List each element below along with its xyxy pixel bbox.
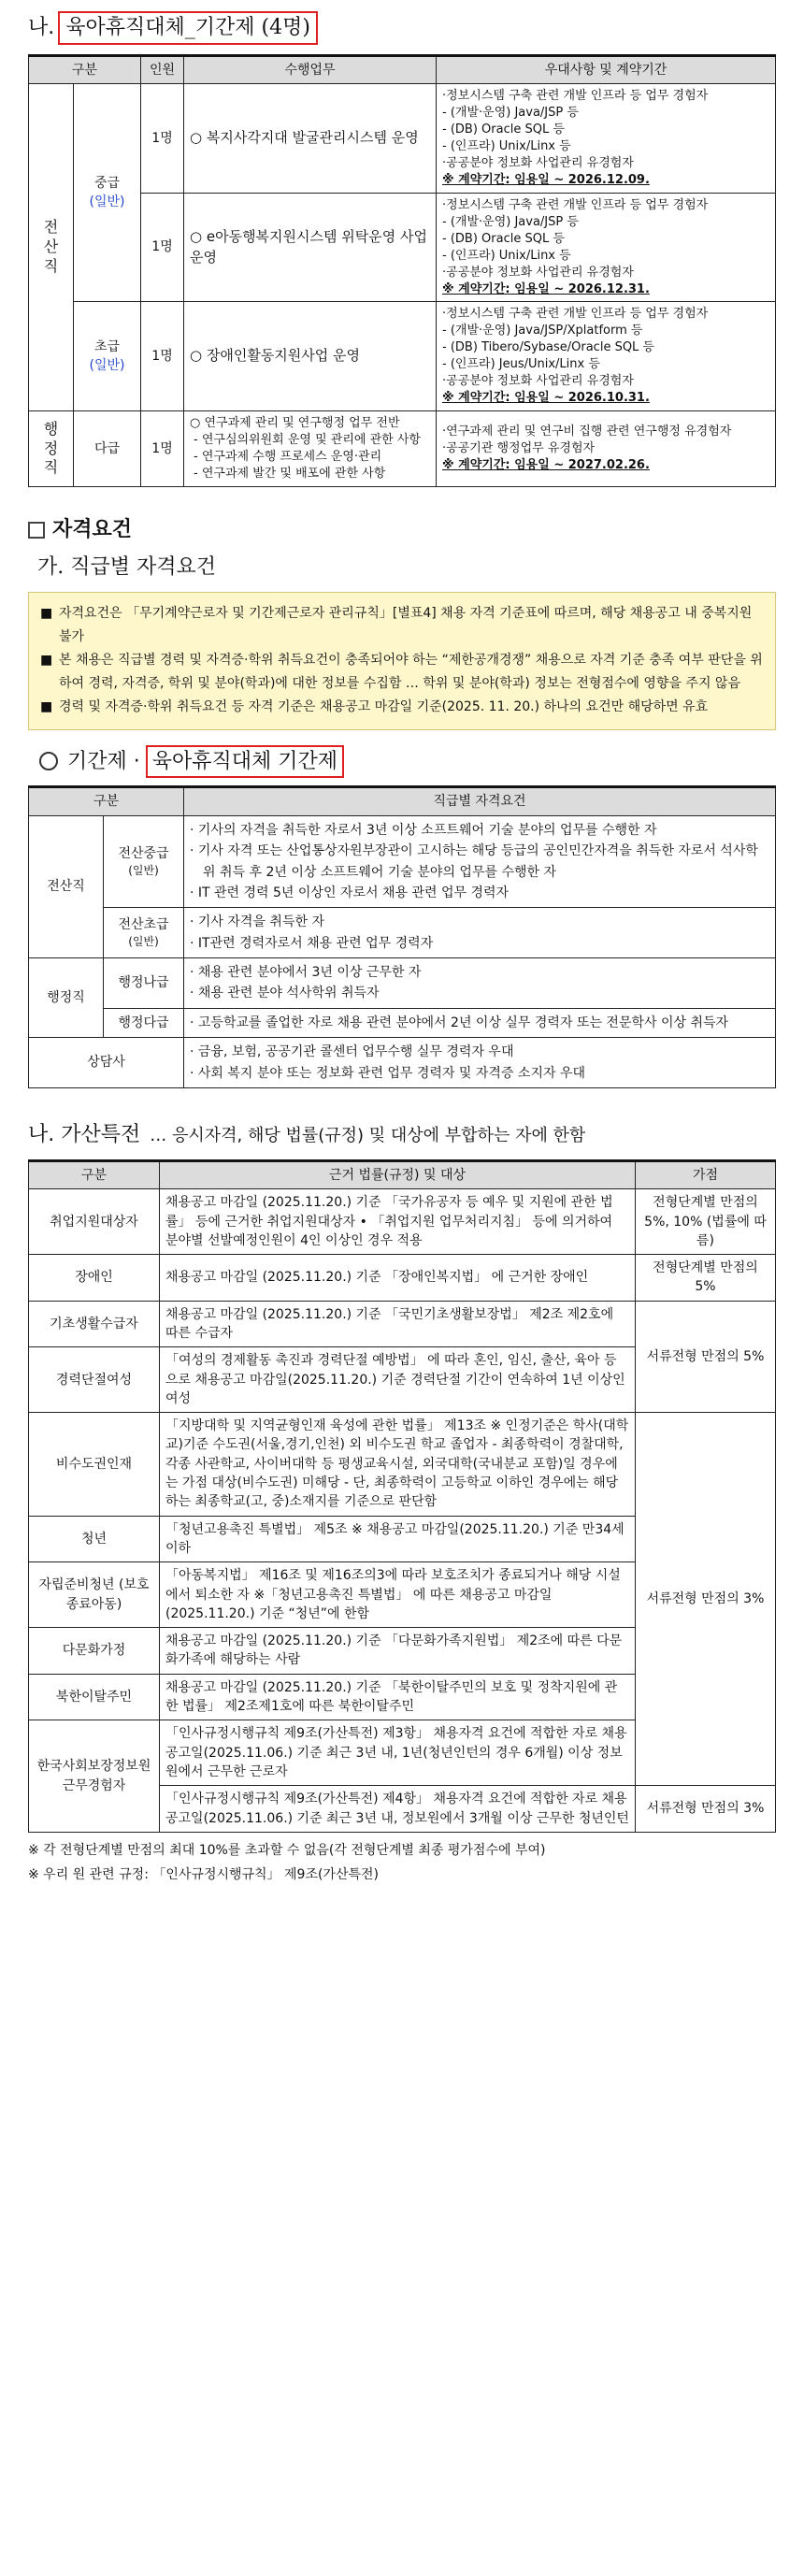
contract-period: ※ 계약기간: 임용일 ~ 2026.12.31. [442,281,650,296]
grade-junior: 초급 (일반) [74,302,141,411]
group-label: 전산직 [29,815,104,957]
table-row [29,1038,776,1088]
table-header-row [29,1160,776,1188]
grade-admin: 다급 [74,411,141,487]
circle-heading: 기간제 · 육아휴직대체 기간제 [39,745,776,779]
requirements: · 기사 자격을 취득한 자 · IT관련 경력자로서 채용 관련 업무 경력자 [184,908,776,958]
headcount: 1명 [141,193,184,302]
table-row: 기초생활수급자 채용공고 마감일 (2025.11.20.) 기준 「국민기초생활보장법」 제2조 제2호에 따른 수급자 서류전형 만점의 5% [29,1301,776,1347]
qualification-table [28,785,776,1088]
duty: ○ 장애인활동지원사업 운영 [184,302,437,411]
table-header-row [29,787,776,815]
table-row: 한국사회보장정보원 근무경험자 「인사규정시행규칙 제9조(가산특전) 제3항」 채용자격 요건에 적합한 자로 채용 공고일(2025.11.06.) 기준 최근 3년 내, 1년(청년인턴의 경우 6개월) 이상 정보원에서 근무한 근로자 [29,1720,776,1786]
duty: ○ e아동행복지원시스템 위탁운영 사업 운영 [184,193,437,302]
table-row: 비수도권인재 「지방대학 및 지역균형인재 육성에 관한 법률」 제13조 ※ 인정기준은 학사(대학교)기준 수도권(서울,경기,인천) 외 비수도권 학교 졸업자 - 최종학력이 경찰대학, 각종 사관학교, 사이버대학 등 평생교육시설, 외국대학(국내분교 포함)일 경우에는 가점 대상(비수도권) 미해당 - 단, 최종학력이 고등학교 이하인 경우에는 해당하는 최종학교(고, 중)소재지를 기준으로 판단함 서류전형 만점의 3% [29,1413,776,1516]
table-row: 「인사규정시행규칙 제9조(가산특전) 제4항」 채용자격 요건에 적합한 자로 채용 공고일(2025.11.06.) 기준 최근 3년 내, 정보원에서 3개월 이상 근무한 청년인턴 서류전형 만점의 3% [29,1786,776,1833]
table-row: 경력단절여성 「여성의 경제활동 촉진과 경력단절 예방법」 에 따라 혼인, 임신, 출산, 육아 등으로 채용공고 마감일(2025.11.20.) 기준 경력단절 기간이 연속하여 1년 이상인 여성 [29,1347,776,1413]
table-row [29,84,776,194]
headcount: 1명 [141,302,184,411]
contract-period: ※ 계약기간: 임용일 ~ 2026.10.31. [442,391,650,406]
table-row [29,302,776,411]
preference: ·연구과제 관리 및 연구비 집행 관련 연구행정 유경험자 ·공공기관 행정업무 유경험자 ※ 계약기간: 임용일 ~ 2027.02.26. [437,411,776,487]
headcount: 1명 [141,84,184,194]
table-row: 북한이탈주민 채용공고 마감일 (2025.11.20.) 기준 「북한이탈주민의 보호 및 정착지원에 관한 법률」 제2조제1호에 따른 북한이탈주민 [29,1674,776,1720]
square-bullet-icon: ■ [40,605,53,621]
grade-label: 행정나급 [104,958,184,1009]
col-header: 구분 [29,1160,160,1188]
notice-box [28,592,776,730]
col-header: 우대사항 및 계약기간 [437,55,776,83]
duty: ○ 연구과제 관리 및 연구행정 업무 전반 - 연구심의위원회 운영 및 관리에 관한 사항 - 연구과제 수행 프로세스 운영·관리 - 연구과제 발간 및 배포에 관한 사항 [184,411,437,487]
grade-label: 행정다급 [104,1008,184,1037]
table-row: 취업지원대상자 채용공고 마감일 (2025.11.20.) 기준 「국가유공자 등 예우 및 지원에 관한 법률」 등에 근거한 취업지원대상자 • 「취업지원 업무처리지침」 등에 의거하여 분야별 선발예정인원이 4인 이상인 경우 적용 전형단계별 만점의 5%, 10% (법률에 따름) [29,1189,776,1255]
table-row: 청년 「청년고용촉진 특별법」 제5조 ※ 채용공고 마감일(2025.11.20.) 기준 만34세 이하 [29,1516,776,1562]
requirements: · 기사의 자격을 취득한 자로서 3년 이상 소프트웨어 기술 분야의 업무를 수행한 자 · 기사 자격 또는 산업통상자원부장관이 고시하는 해당 등급의 공인민간자격을 취득한 자로서 석사학위 취득 후 2년 이상 소프트웨어 기술 분야의 업무를 수행한 자 · IT 관련 경력 5년 이상인 자로서 채용 관련 업무 경력자 [184,815,776,908]
table-header-row [29,55,776,83]
section-title: 육아휴직대체_기간제 (4명) [58,11,318,45]
table-row [29,958,776,1009]
table-row [29,815,776,908]
table-row [29,908,776,958]
duty: ○ 복지사각지대 발굴관리시스템 운영 [184,84,437,194]
col-header: 직급별 자격요건 [184,787,776,815]
headcount: 1명 [141,411,184,487]
preference: ·정보시스템 구축 관련 개발 인프라 등 업무 경험자 - (개발·운영) Java/JSP 등 - (DB) Oracle SQL 등 - (인프라) Unix/Linx 등 ·공공분야 정보화 사업관리 유경험자 ※ 계약기간: 임용일 ~ 2026.12.09. [437,84,776,194]
col-header: 근거 법률(규정) 및 대상 [160,1160,636,1188]
square-bullet-icon: ■ [40,652,53,668]
col-header: 구분 [29,55,141,83]
footnotes: ※ 각 전형단계별 만점의 최대 10%를 초과할 수 없음(각 전형단계별 최종 평가점수에 부여) ※ 우리 원 관련 규정: 「인사규정시행규칙」 제9조(가산특전) [28,1842,546,1883]
table-row [29,411,776,487]
group-label: 상담사 [29,1038,184,1088]
bonus-table [28,1159,776,1833]
subheading: 가. 직급별 자격요건 [37,554,216,579]
contract-period: ※ 계약기간: 임용일 ~ 2027.02.26. [442,457,650,472]
col-header: 구분 [29,787,184,815]
table-row: 다문화가정 채용공고 마감일 (2025.11.20.) 기준 「다문화가족지원법」 제2조에 따른 다문화가족에 해당하는 사람 [29,1628,776,1675]
contract-period: ※ 계약기간: 임용일 ~ 2026.12.09. [442,172,650,187]
table-row [29,193,776,302]
square-bullet-icon [28,522,45,539]
col-header: 인원 [141,55,184,83]
notice-item: ■ 자격요건은 「무기계약근로자 및 기간제근로자 관리규칙」[별표4] 채용 자격 기준표에 따르며, 해당 채용공고 내 중복지원 불가 [40,602,764,649]
notice-item: ■ 본 채용은 직급별 경력 및 자격증·학위 취득요건이 충족되어야 하는 “제한공개경쟁” 채용으로 자격 기준 충족 여부 판단을 위하여 경력, 자격증, 학위 및 분야(학과)에 대한 정보를 수집함 … 학위 및 분야(학과) 정보는 전형점수에 영향을 주지 않음 [40,649,764,696]
table-row [29,1008,776,1037]
square-bullet-icon: ■ [40,699,53,715]
group-label: 행정직 [29,958,104,1038]
group-label-it: 전 산 직 [29,84,74,411]
section-heading [28,11,776,45]
section-prefix: 나. [28,16,55,39]
bonus-heading: 나. 가산특전 … 응시자격, 해당 법률(규정) 및 대상에 부합하는 자에 한함 [28,1123,586,1147]
preference: ·정보시스템 구축 관련 개발 인프라 등 업무 경험자 - (개발·운영) Java/JSP/Xplatform 등 - (DB) Tibero/Sybase/Oracle SQL 등 - (인프라) Jeus/Unix/Linx 등 ·공공분야 정보화 사업관리 유경험자 ※ 계약기간: 임용일 ~ 2026.10.31. [437,302,776,411]
grade-label: 전산중급 (일반) [104,815,184,908]
requirements: · 고등학교를 졸업한 자로 채용 관련 분야에서 2년 이상 실무 경력자 또는 전문학사 이상 취득자 [184,1008,776,1037]
group-label-admin: 행 정 직 [29,411,74,487]
requirements: · 채용 관련 분야에서 3년 이상 근무한 자 · 채용 관련 분야 석사학위 취득자 [184,958,776,1009]
col-header: 수행업무 [184,55,437,83]
notice-item: ■ 경력 및 자격증·학위 취득요건 등 자격 기준은 채용공고 마감일 기준(2025. 11. 20.) 하나의 요건만 해당하면 유효 [40,696,764,719]
col-header: 가점 [636,1160,776,1188]
requirements: · 금융, 보험, 공공기관 콜센터 업무수행 실무 경력자 우대 · 사회 복지 분야 또는 정보화 관련 업무 경력자 및 자격증 소지자 우대 [184,1038,776,1088]
table-row: 장애인 채용공고 마감일 (2025.11.20.) 기준 「장애인복지법」 에 근거한 장애인 전형단계별 만점의 5% [29,1255,776,1302]
position-table [28,54,776,487]
grade-label: 전산초급 (일반) [104,908,184,958]
circle-bullet-icon [39,752,58,770]
preference: ·정보시스템 구축 관련 개발 인프라 등 업무 경험자 - (개발·운영) Java/JSP 등 - (DB) Oracle SQL 등 - (인프라) Unix/Linx 등 ·공공분야 정보화 사업관리 유경험자 ※ 계약기간: 임용일 ~ 2026.12.31. [437,193,776,302]
section-qualifications: 자격요건 [28,515,776,545]
table-row: 자립준비청년 (보호종료아동) 「아동복지법」 제16조 및 제16조의3에 따라 보호조치가 종료되거나 해당 시설에서 퇴소한 자 ※「청년고용촉진 특별법」 에 따른 채용공고 마감일(2025.11.20.) 기준 “청년”에 한함 [29,1562,776,1628]
grade-middle: 중급 (일반) [74,84,141,302]
